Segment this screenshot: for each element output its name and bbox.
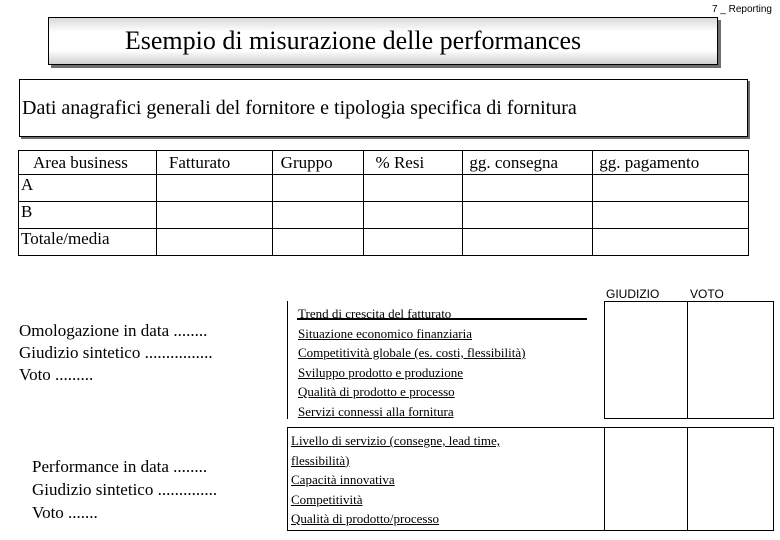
approval-vote-line: Voto ......... [19,365,94,384]
table-cell[interactable] [272,175,363,202]
list-item: Qualità di prodotto e processo [298,384,455,399]
table-header-row [19,151,749,175]
approval-judgement-line: Giudizio sintetico ................ [19,343,213,362]
list-item: Livello di servizio (consegne, lead time, [291,433,501,448]
row-label: Totale/media [19,229,157,256]
performance-vote-line: Voto ....... [32,503,98,522]
header-gruppo: Gruppo [272,151,363,175]
approval-date-line: Omologazione in data ........ [19,321,208,340]
table-cell[interactable] [593,175,749,202]
table-cell[interactable] [156,202,272,229]
header-area-business: Area business [19,151,157,175]
performance-date-line: Performance in data ........ [32,457,208,476]
judgement-box-1[interactable] [604,301,688,419]
header-gg-pagamento: gg. pagamento [593,151,749,175]
list-item: Qualità di prodotto/processo [291,511,440,526]
table-cell[interactable] [272,229,363,256]
vote-box-1[interactable] [687,301,774,419]
table-cell[interactable] [593,202,749,229]
page-title [48,17,718,65]
row-label: A [19,175,157,202]
list-item: Capacità innovativa [291,472,395,487]
table-cell[interactable] [272,202,363,229]
table-row [19,229,749,256]
table-row [19,202,749,229]
list-item: Competitività [291,491,363,507]
header-gg-consegna: gg. consegna [463,151,593,175]
table-cell[interactable] [363,175,463,202]
table-cell[interactable] [363,202,463,229]
vote-box-2[interactable] [687,427,774,531]
table-cell[interactable] [463,229,593,256]
judgement-header: GIUDIZIO [606,287,660,301]
list-item: Competitività globale (es. costi, flessibilità) [298,345,526,360]
table-cell[interactable] [156,229,272,256]
header-fatturato: Fatturato [156,151,272,175]
page-title-text: Esempio di misurazione delle performances [124,26,582,55]
list-item: Trend di crescita del fatturato [298,306,452,321]
table-cell[interactable] [156,175,272,202]
table-cell[interactable] [593,229,749,256]
judgement-box-2[interactable] [604,427,688,531]
header-resi: % Resi [363,151,463,175]
page-section-label: 7 _ Reporting [711,4,772,15]
table-cell[interactable] [463,202,593,229]
table-row [19,175,749,202]
vote-header: VOTO [690,287,724,301]
list-item: flessibilità) [291,452,350,468]
list-item: Situazione economico finanziaria [298,325,472,341]
table-cell[interactable] [363,229,463,256]
performance-info [32,455,217,524]
row-label: B [19,202,157,229]
criteria-list-1 [298,304,525,421]
approval-info [19,320,213,386]
performance-judgement-line: Giudizio sintetico .............. [32,480,218,499]
list-item: Sviluppo prodotto e produzione [298,364,464,380]
supplier-data-table [18,150,749,256]
section-subtitle: Dati anagrafici generali del fornitore e tipologia specifica di fornitura [19,79,748,137]
table-cell[interactable] [463,175,593,202]
criteria-list-2 [291,431,500,529]
list-item: Servizi connessi alla fornitura [298,403,454,419]
